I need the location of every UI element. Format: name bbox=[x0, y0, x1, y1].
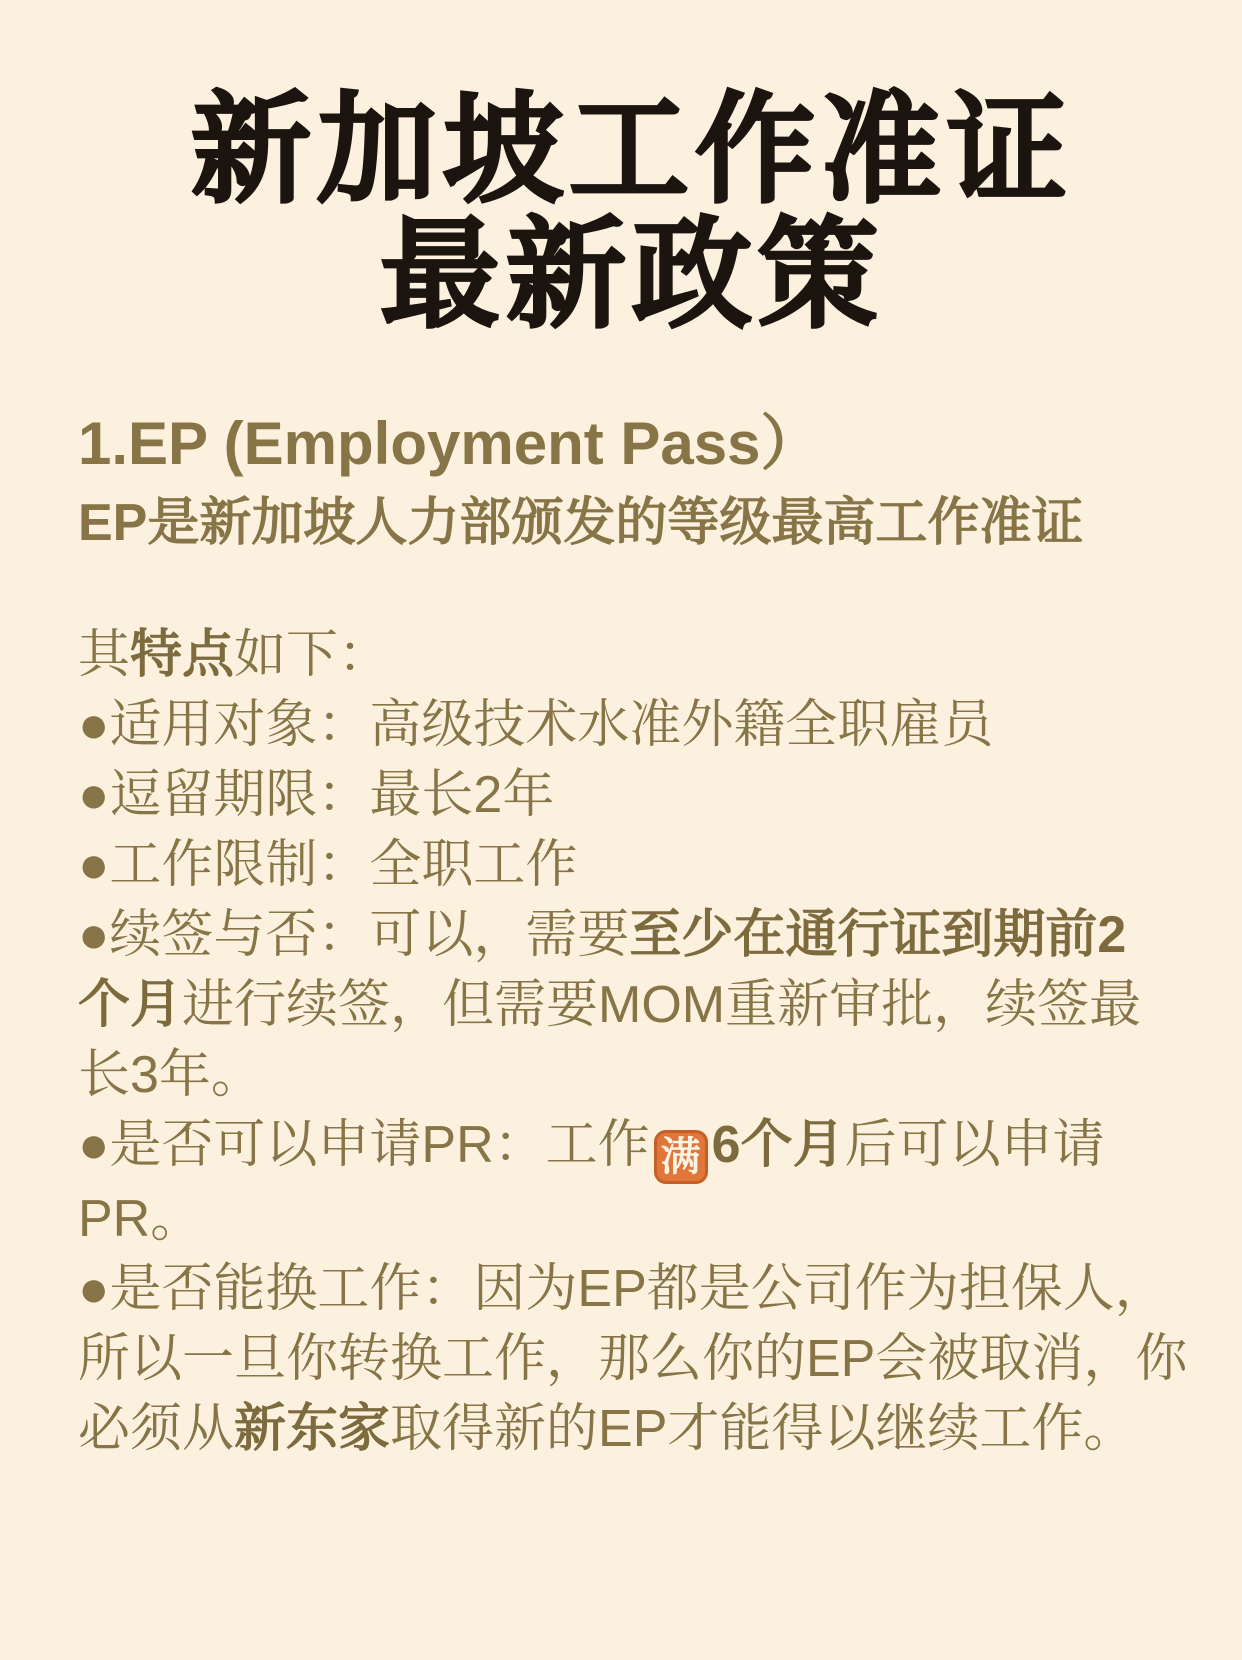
text-segment: 进行续签，但需要MOM重新审批，续签最 bbox=[182, 975, 1142, 1034]
text-segment: ●续签与否：可以，需要 bbox=[78, 905, 630, 964]
title-line-1: 新加坡工作准证 bbox=[191, 83, 1073, 217]
text-segment: 个月 bbox=[78, 975, 183, 1034]
body-line bbox=[78, 760, 1186, 830]
text-segment: ●适用对象：高级技术水准外籍全职雇员 bbox=[78, 695, 994, 754]
page-title bbox=[78, 83, 1186, 342]
text-segment: 新东家 bbox=[234, 1399, 391, 1458]
text-segment: PR。 bbox=[78, 1189, 203, 1248]
text-segment: ●工作限制：全职工作 bbox=[78, 835, 578, 894]
text-segment: ●是否能换工作：因为EP都是公司作为担保人， bbox=[78, 1259, 1167, 1318]
section-heading: 1.EP (Employment Pass） bbox=[78, 409, 821, 477]
text-segment: 至少在通行证到期前2 bbox=[629, 905, 1127, 964]
full-badge-emoji: 满 bbox=[654, 1130, 708, 1184]
text-segment: 如下： bbox=[234, 625, 391, 684]
text-segment: 其 bbox=[78, 625, 131, 684]
title-line-2: 最新政策 bbox=[380, 207, 884, 342]
text-segment: 取得新的EP才能得以继续工作。 bbox=[390, 1399, 1136, 1458]
body-line bbox=[78, 1324, 1186, 1394]
text-segment: ●逗留期限：最长2年 bbox=[78, 765, 555, 824]
text-segment: 后可以申请 bbox=[844, 1115, 1105, 1174]
text-segment: 所以一旦你转换工作，那么你的EP会被取消，你 bbox=[78, 1329, 1188, 1388]
body-line bbox=[78, 620, 1186, 690]
body-line bbox=[78, 1184, 1186, 1254]
body-line bbox=[78, 1394, 1186, 1464]
body-text bbox=[78, 620, 1186, 1464]
body-line bbox=[78, 970, 1186, 1040]
text-segment: 特点 bbox=[130, 625, 235, 684]
body-line bbox=[78, 1254, 1186, 1324]
body-line bbox=[78, 900, 1186, 970]
text-segment: 必须从 bbox=[78, 1399, 235, 1458]
section-subheading: EP是新加坡人力部颁发的等级最高工作准证 bbox=[78, 493, 1084, 552]
body-line bbox=[78, 690, 1186, 760]
body-line bbox=[78, 830, 1186, 900]
body-line bbox=[78, 1040, 1186, 1110]
text-segment: 6个月 bbox=[711, 1115, 845, 1174]
text-segment: 长3年。 bbox=[78, 1045, 263, 1104]
text-segment: ●是否可以申请PR：工作 bbox=[78, 1115, 650, 1174]
body-line bbox=[78, 1110, 1186, 1184]
